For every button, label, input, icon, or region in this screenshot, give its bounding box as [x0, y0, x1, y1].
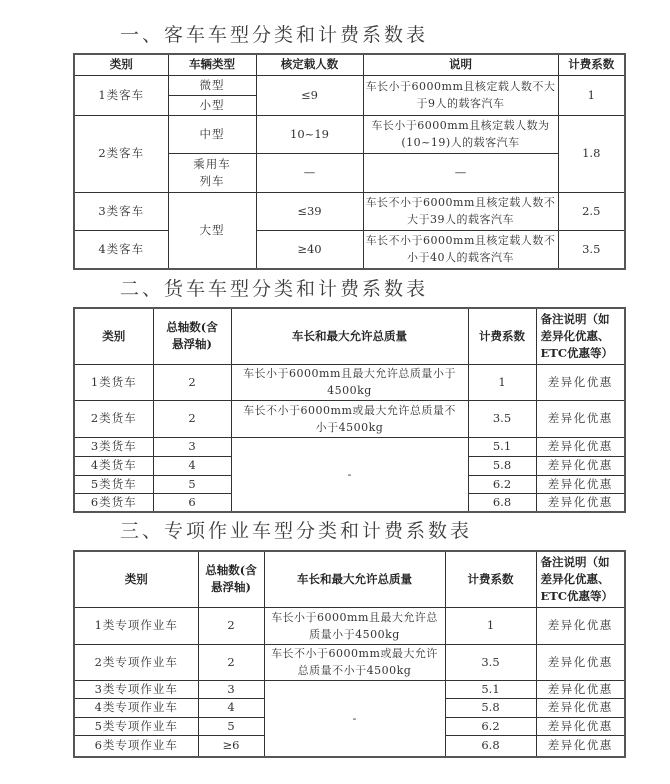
- axles-cell: 2: [153, 364, 231, 400]
- vehicle-type-cell: 中型: [168, 115, 256, 153]
- vehicle-type-cell: 小型: [168, 95, 256, 115]
- table-row: [74, 437, 625, 456]
- description-cell: 车长小于6000mm且核定载人数不大于9人的载客汽车: [363, 75, 558, 115]
- header-spec: 车长和最大允许总质量: [231, 308, 468, 364]
- axles-cell: 3: [198, 680, 264, 698]
- table-row: [74, 230, 625, 269]
- category-cell: 3类客车: [74, 192, 168, 230]
- capacity-cell: ≤39: [256, 192, 363, 230]
- table-row: [74, 607, 625, 644]
- spec-cell: 车长小于6000mm且最大允许总质量小于4500kg: [231, 364, 468, 400]
- coefficient-cell: 1: [445, 607, 536, 644]
- header-vehicle-type: 车辆类型: [168, 54, 256, 75]
- axles-cell: ≥6: [198, 735, 264, 757]
- coefficient-cell: 5.8: [468, 456, 536, 475]
- vehicle-type-cell: 微型: [168, 75, 256, 95]
- section-title-truck: 二、货车车型分类和计费系数表: [120, 278, 429, 300]
- table-row: [74, 644, 625, 680]
- category-cell: 6类专项作业车: [74, 735, 198, 757]
- category-cell: 1类货车: [74, 364, 153, 400]
- note-cell: 差异化优惠: [536, 735, 625, 757]
- spec-cell: 车长小于6000mm且最大允许总质量小于4500kg: [264, 607, 445, 644]
- table-row: [74, 364, 625, 400]
- header-category: 类别: [74, 54, 168, 75]
- axles-cell: 4: [198, 698, 264, 717]
- axles-cell: 2: [153, 400, 231, 437]
- coefficient-cell: 3.5: [468, 400, 536, 437]
- axles-cell: 6: [153, 493, 231, 512]
- axles-cell: 2: [198, 644, 264, 680]
- note-cell: 差异化优惠: [536, 493, 625, 512]
- truck-table: [73, 307, 626, 513]
- header-coefficient: 计费系数: [558, 54, 625, 75]
- note-cell: 差异化优惠: [536, 475, 625, 493]
- note-cell: 差异化优惠: [536, 607, 625, 644]
- vehicle-type-cell: 大型: [168, 192, 256, 269]
- spec-cell: -: [264, 680, 445, 757]
- category-cell: 4类专项作业车: [74, 698, 198, 717]
- note-cell: 差异化优惠: [536, 698, 625, 717]
- category-cell: 1类客车: [74, 75, 168, 115]
- spec-cell: -: [231, 437, 468, 512]
- note-cell: 差异化优惠: [536, 400, 625, 437]
- coefficient-cell: 1: [558, 75, 625, 115]
- coefficient-cell: 6.8: [468, 493, 536, 512]
- description-cell: 车长不小于6000mm且核定载人数不小于40人的载客汽车: [363, 230, 558, 269]
- header-spec: 车长和最大允许总质量: [264, 551, 445, 607]
- header-category: 类别: [74, 308, 153, 364]
- table-row: [74, 75, 625, 95]
- coefficient-cell: 5.1: [468, 437, 536, 456]
- capacity-cell: ≥40: [256, 230, 363, 269]
- axles-cell: 4: [153, 456, 231, 475]
- coefficient-cell: 6.8: [445, 735, 536, 757]
- category-cell: 4类客车: [74, 230, 168, 269]
- category-cell: 5类专项作业车: [74, 717, 198, 735]
- header-capacity: 核定载人数: [256, 54, 363, 75]
- header-axles: 总轴数(含悬浮轴): [198, 551, 264, 607]
- description-cell: 车长小于6000mm且核定载人数为(10~19)人的载客汽车: [363, 115, 558, 153]
- table-header-row: [74, 308, 625, 364]
- capacity-cell: —: [256, 153, 363, 192]
- header-coefficient: 计费系数: [468, 308, 536, 364]
- note-cell: 差异化优惠: [536, 644, 625, 680]
- coefficient-cell: 3.5: [445, 644, 536, 680]
- section-title-special: 三、专项作业车型分类和计费系数表: [120, 520, 473, 542]
- coefficient-cell: 1.8: [558, 115, 625, 192]
- category-cell: 4类货车: [74, 456, 153, 475]
- spec-cell: 车长不小于6000mm或最大允许总质量不小于4500kg: [264, 644, 445, 680]
- table-row: [74, 400, 625, 437]
- note-cell: 差异化优惠: [536, 717, 625, 735]
- category-cell: 3类专项作业车: [74, 680, 198, 698]
- header-coefficient: 计费系数: [445, 551, 536, 607]
- header-note: 备注说明（如差异化优惠、ETC优惠等）: [536, 308, 625, 364]
- table-header-row: [74, 551, 625, 607]
- description-cell: 车长不小于6000mm且核定载人数不大于39人的载客汽车: [363, 192, 558, 230]
- category-cell: 5类货车: [74, 475, 153, 493]
- coefficient-cell: 6.2: [445, 717, 536, 735]
- coefficient-cell: 5.1: [445, 680, 536, 698]
- category-cell: 6类货车: [74, 493, 153, 512]
- passenger-vehicle-table: [73, 53, 626, 270]
- table-row: [74, 680, 625, 698]
- axles-cell: 3: [153, 437, 231, 456]
- header-note: 备注说明（如差异化优惠、ETC优惠等）: [536, 551, 625, 607]
- table-row: [74, 115, 625, 153]
- note-cell: 差异化优惠: [536, 680, 625, 698]
- special-vehicle-table: [73, 550, 626, 758]
- capacity-cell: 10~19: [256, 115, 363, 153]
- category-cell: 2类客车: [74, 115, 168, 192]
- category-cell: 2类专项作业车: [74, 644, 198, 680]
- header-description: 说明: [363, 54, 558, 75]
- axles-cell: 5: [153, 475, 231, 493]
- note-cell: 差异化优惠: [536, 364, 625, 400]
- coefficient-cell: 1: [468, 364, 536, 400]
- header-category: 类别: [74, 551, 198, 607]
- coefficient-cell: 3.5: [558, 230, 625, 269]
- table-header-row: [74, 54, 625, 75]
- coefficient-cell: 5.8: [445, 698, 536, 717]
- description-cell: —: [363, 153, 558, 192]
- category-cell: 3类货车: [74, 437, 153, 456]
- axles-cell: 5: [198, 717, 264, 735]
- note-cell: 差异化优惠: [536, 456, 625, 475]
- section-title-passenger: 一、客车车型分类和计费系数表: [120, 24, 429, 46]
- vehicle-type-cell: 乘用车列车: [168, 153, 256, 192]
- coefficient-cell: 2.5: [558, 192, 625, 230]
- category-cell: 1类专项作业车: [74, 607, 198, 644]
- note-cell: 差异化优惠: [536, 437, 625, 456]
- axles-cell: 2: [198, 607, 264, 644]
- category-cell: 2类货车: [74, 400, 153, 437]
- coefficient-cell: 6.2: [468, 475, 536, 493]
- header-axles: 总轴数(含悬浮轴): [153, 308, 231, 364]
- table-row: [74, 192, 625, 230]
- spec-cell: 车长不小于6000mm或最大允许总质量不小于4500kg: [231, 400, 468, 437]
- capacity-cell: ≤9: [256, 75, 363, 115]
